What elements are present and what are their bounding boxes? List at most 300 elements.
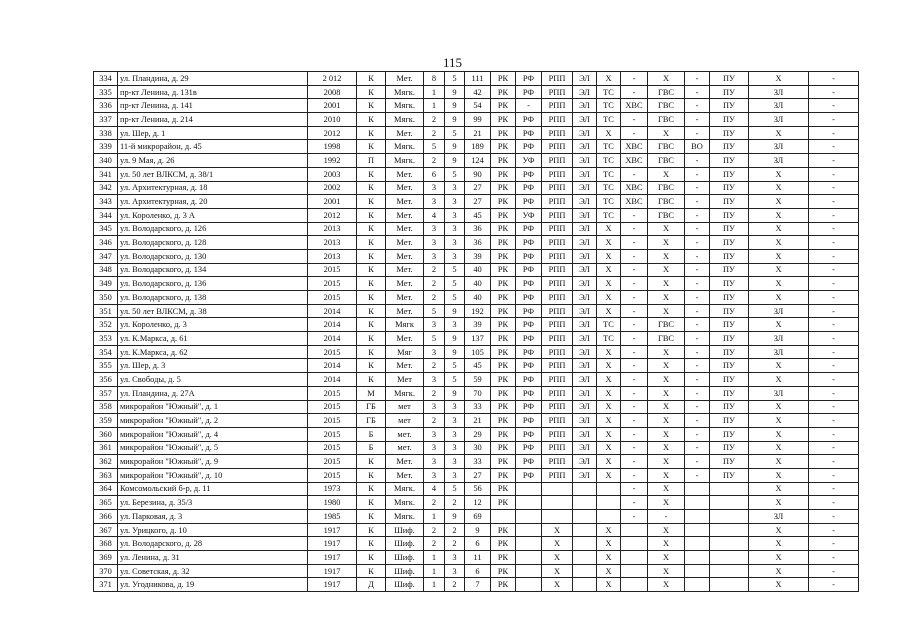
table-cell: 3 (445, 208, 465, 222)
table-cell: - (685, 113, 710, 127)
table-cell: Х (749, 523, 809, 537)
table-cell: мет. (386, 441, 424, 455)
table-cell: РК (491, 373, 516, 387)
table-cell: К (357, 510, 386, 524)
table-cell: Х (648, 551, 685, 565)
table-cell: мет. (386, 427, 424, 441)
table-cell (516, 496, 542, 510)
table-cell: 2003 (308, 167, 357, 181)
table-row (94, 140, 859, 154)
table-cell: Х (749, 441, 809, 455)
address-cell: ул. Короленко, д. 3 (118, 318, 308, 332)
table-cell: 40 (465, 263, 491, 277)
table-cell: Х (597, 400, 621, 414)
table-cell: УФ (516, 208, 542, 222)
table-cell: - (809, 427, 859, 441)
table-cell: 69 (465, 510, 491, 524)
table-cell: ТС (597, 154, 621, 168)
table-cell: 5 (445, 373, 465, 387)
row-number-cell: 352 (94, 318, 118, 332)
table-cell: РК (491, 345, 516, 359)
table-cell: - (685, 126, 710, 140)
table-cell: ЗЛ (749, 154, 809, 168)
table-cell (597, 510, 621, 524)
table-cell (685, 510, 710, 524)
table-cell: Х (648, 304, 685, 318)
table-cell: 27 (465, 181, 491, 195)
table-cell: ГВС (648, 181, 685, 195)
table-cell: К (357, 496, 386, 510)
address-cell: микрорайон "Южный", д. 2 (118, 414, 308, 428)
table-cell: Х (749, 427, 809, 441)
table-cell: РПП (542, 208, 573, 222)
table-cell: ЗЛ (749, 113, 809, 127)
table-cell: РПП (542, 113, 573, 127)
row-number-cell: 363 (94, 468, 118, 482)
table-cell: РПП (542, 441, 573, 455)
table-cell: К (357, 332, 386, 346)
table-cell: 39 (465, 318, 491, 332)
table-cell: ГВС (648, 208, 685, 222)
table-cell: 1917 (308, 523, 357, 537)
table-cell: ЗЛ (749, 510, 809, 524)
table-cell: - (809, 482, 859, 496)
table-cell: РФ (516, 126, 542, 140)
table-row (94, 304, 859, 318)
table-cell: 2012 (308, 208, 357, 222)
table-cell (685, 578, 710, 592)
table-row (94, 373, 859, 387)
table-row (94, 99, 859, 113)
table-cell: К (357, 291, 386, 305)
table-cell: Х (597, 277, 621, 291)
table-cell: РПП (542, 126, 573, 140)
table-cell: 3 (445, 400, 465, 414)
table-cell: РФ (516, 427, 542, 441)
table-row (94, 72, 859, 86)
table-cell: ГВС (648, 332, 685, 346)
table-cell: 2 (445, 496, 465, 510)
table-cell: Х (597, 222, 621, 236)
table-cell: - (809, 564, 859, 578)
table-row (94, 167, 859, 181)
address-cell: ул. К.Маркса, д. 62 (118, 345, 308, 359)
table-cell: - (621, 85, 648, 99)
table-cell: 5 (445, 482, 465, 496)
table-cell: Х (597, 455, 621, 469)
table-cell: РПП (542, 427, 573, 441)
table-cell: РФ (516, 263, 542, 277)
table-cell: - (809, 400, 859, 414)
table-cell: 36 (465, 222, 491, 236)
table-cell: 124 (465, 154, 491, 168)
table-cell: - (648, 510, 685, 524)
table-cell: ХВС (621, 195, 648, 209)
table-cell: ХВС (621, 140, 648, 154)
table-cell: - (685, 345, 710, 359)
table-cell (597, 482, 621, 496)
table-cell: - (621, 318, 648, 332)
address-cell: ул. Володарского, д. 138 (118, 291, 308, 305)
table-cell: Х (749, 249, 809, 263)
table-cell: Мет. (386, 236, 424, 250)
table-cell: ЭЛ (573, 468, 597, 482)
table-cell: Х (597, 523, 621, 537)
table-cell: РК (491, 332, 516, 346)
address-cell: микрорайон "Южный", д. 9 (118, 455, 308, 469)
table-cell: - (685, 236, 710, 250)
table-cell: 1 (424, 578, 445, 592)
table-row (94, 564, 859, 578)
table-cell: ГВС (648, 195, 685, 209)
table-cell: 2001 (308, 195, 357, 209)
table-cell: Х (597, 126, 621, 140)
table-cell: Х (749, 414, 809, 428)
table-cell: РК (491, 236, 516, 250)
table-cell: - (809, 126, 859, 140)
table-cell: ЭЛ (573, 222, 597, 236)
table-cell: Х (648, 427, 685, 441)
table-cell: ХВС (621, 99, 648, 113)
row-number-cell: 357 (94, 386, 118, 400)
table-cell: - (685, 427, 710, 441)
table-cell: ТС (597, 181, 621, 195)
table-cell: - (685, 99, 710, 113)
table-row (94, 578, 859, 592)
table-cell: РФ (516, 113, 542, 127)
table-cell: Х (597, 537, 621, 551)
table-cell: РФ (516, 455, 542, 469)
table-cell: ЭЛ (573, 167, 597, 181)
table-cell: Х (749, 564, 809, 578)
table-cell: РФ (516, 345, 542, 359)
table-cell: Мет. (386, 195, 424, 209)
row-number-cell: 364 (94, 482, 118, 496)
table-cell: РФ (516, 414, 542, 428)
table-cell: - (809, 249, 859, 263)
table-cell: - (685, 332, 710, 346)
table-cell: РК (491, 181, 516, 195)
table-cell: ЭЛ (573, 455, 597, 469)
housing-register-table (93, 71, 859, 592)
table-cell: 3 (424, 195, 445, 209)
table-cell: 1985 (308, 510, 357, 524)
table-cell: - (685, 154, 710, 168)
table-cell: - (809, 441, 859, 455)
table-cell: Мет. (386, 291, 424, 305)
table-cell: Х (597, 345, 621, 359)
table-cell (621, 578, 648, 592)
table-cell: мет (386, 414, 424, 428)
address-cell: микрорайон "Южный", д. 10 (118, 468, 308, 482)
table-cell: РК (491, 222, 516, 236)
table-cell: Х (542, 537, 573, 551)
table-cell (573, 578, 597, 592)
table-cell: 2015 (308, 468, 357, 482)
table-cell: ПУ (710, 468, 749, 482)
table-cell: К (357, 113, 386, 127)
table-cell: 9 (445, 154, 465, 168)
table-cell: 36 (465, 236, 491, 250)
table-cell: - (809, 208, 859, 222)
table-cell: РПП (542, 468, 573, 482)
table-cell: 2013 (308, 249, 357, 263)
row-number-cell: 348 (94, 263, 118, 277)
table-cell: Х (597, 386, 621, 400)
table-cell: 2 (424, 126, 445, 140)
row-number-cell: 341 (94, 167, 118, 181)
table-row (94, 263, 859, 277)
table-cell: РК (491, 482, 516, 496)
table-cell: ЭЛ (573, 181, 597, 195)
table-cell (542, 510, 573, 524)
table-cell: 1917 (308, 564, 357, 578)
table-cell: - (685, 208, 710, 222)
table-cell: 3 (424, 427, 445, 441)
table-cell: Х (648, 291, 685, 305)
table-cell: 9 (445, 332, 465, 346)
table-cell: РПП (542, 222, 573, 236)
table-cell: 1980 (308, 496, 357, 510)
row-number-cell: 346 (94, 236, 118, 250)
table-cell: Мет. (386, 167, 424, 181)
table-cell: - (809, 304, 859, 318)
table-cell: Х (648, 414, 685, 428)
row-number-cell: 347 (94, 249, 118, 263)
address-cell: ул. Володарского, д. 128 (118, 236, 308, 250)
table-cell: - (621, 510, 648, 524)
table-cell: - (621, 167, 648, 181)
table-row (94, 359, 859, 373)
table-cell: - (621, 427, 648, 441)
row-number-cell: 361 (94, 441, 118, 455)
table-row (94, 181, 859, 195)
table-cell: ПУ (710, 263, 749, 277)
table-cell: Х (648, 72, 685, 86)
row-number-cell: 371 (94, 578, 118, 592)
table-cell: Мягк. (386, 154, 424, 168)
table-cell: К (357, 523, 386, 537)
table-cell (621, 564, 648, 578)
table-cell: ПУ (710, 277, 749, 291)
table-cell: ЭЛ (573, 236, 597, 250)
table-cell: РПП (542, 291, 573, 305)
table-cell (516, 537, 542, 551)
table-cell: ПУ (710, 345, 749, 359)
table-cell: 5 (424, 332, 445, 346)
table-cell: ЭЛ (573, 318, 597, 332)
table-cell: Х (749, 126, 809, 140)
table-cell: 2014 (308, 332, 357, 346)
table-cell: - (621, 482, 648, 496)
table-cell: 9 (445, 345, 465, 359)
table-cell: 1 (424, 85, 445, 99)
table-cell: Мягк. (386, 386, 424, 400)
table-cell: РК (491, 578, 516, 592)
address-cell: ул. Урицкого, д. 10 (118, 523, 308, 537)
table-cell: - (685, 359, 710, 373)
table-cell: Мет. (386, 304, 424, 318)
table-cell: Х (648, 400, 685, 414)
table-cell: - (809, 195, 859, 209)
table-cell: - (685, 291, 710, 305)
table-cell: Х (597, 551, 621, 565)
table-cell: 2013 (308, 222, 357, 236)
table-cell: - (809, 551, 859, 565)
table-cell: Х (648, 537, 685, 551)
table-cell: 3 (424, 318, 445, 332)
table-cell: Мягк. (386, 113, 424, 127)
table-cell: Х (648, 345, 685, 359)
table-cell: 54 (465, 99, 491, 113)
table-cell: Х (749, 551, 809, 565)
table-cell: ЭЛ (573, 359, 597, 373)
table-cell: Х (648, 263, 685, 277)
table-cell: Мягк. (386, 496, 424, 510)
row-number-cell: 345 (94, 222, 118, 236)
table-cell: 39 (465, 249, 491, 263)
table-cell: РПП (542, 154, 573, 168)
table-row (94, 537, 859, 551)
row-number-cell: 336 (94, 99, 118, 113)
table-cell: РФ (516, 318, 542, 332)
table-cell (685, 482, 710, 496)
table-cell: ГВС (648, 113, 685, 127)
table-cell: РПП (542, 263, 573, 277)
table-cell: 3 (424, 468, 445, 482)
table-cell: ЭЛ (573, 441, 597, 455)
table-cell: - (516, 99, 542, 113)
row-number-cell: 340 (94, 154, 118, 168)
table-cell: ПУ (710, 113, 749, 127)
table-row (94, 126, 859, 140)
table-cell (710, 496, 749, 510)
table-cell: - (621, 332, 648, 346)
table-cell: 9 (445, 304, 465, 318)
table-cell (710, 551, 749, 565)
address-cell: ул. Володарского, д. 28 (118, 537, 308, 551)
table-cell (597, 496, 621, 510)
row-number-cell: 370 (94, 564, 118, 578)
table-cell: К (357, 373, 386, 387)
table-cell: ТС (597, 167, 621, 181)
table-cell: РПП (542, 72, 573, 86)
table-cell: 2 (424, 113, 445, 127)
table-cell: ХВС (621, 181, 648, 195)
table-cell: ПУ (710, 455, 749, 469)
table-cell (573, 537, 597, 551)
table-cell: К (357, 564, 386, 578)
table-cell: Мет. (386, 126, 424, 140)
table-cell: Х (597, 414, 621, 428)
table-cell: РФ (516, 386, 542, 400)
table-cell: РФ (516, 400, 542, 414)
table-cell: - (621, 208, 648, 222)
table-cell: - (621, 386, 648, 400)
table-cell: Х (749, 455, 809, 469)
table-cell: - (621, 236, 648, 250)
table-cell: - (809, 291, 859, 305)
table-cell: Х (648, 455, 685, 469)
table-cell: 192 (465, 304, 491, 318)
table-cell: РФ (516, 167, 542, 181)
table-cell: Х (749, 277, 809, 291)
table-row (94, 455, 859, 469)
table-cell: РК (491, 400, 516, 414)
table-cell: Х (749, 468, 809, 482)
row-number-cell: 351 (94, 304, 118, 318)
table-cell: - (809, 510, 859, 524)
table-cell: 2 (424, 154, 445, 168)
table-cell (621, 523, 648, 537)
table-cell: 1973 (308, 482, 357, 496)
table-cell: ЭЛ (573, 72, 597, 86)
table-cell: 45 (465, 359, 491, 373)
table-cell: РК (491, 85, 516, 99)
table-row (94, 154, 859, 168)
table-cell: 3 (445, 427, 465, 441)
table-cell: К (357, 85, 386, 99)
table-cell (685, 564, 710, 578)
table-cell (710, 564, 749, 578)
table-row (94, 318, 859, 332)
table-cell: 3 (424, 441, 445, 455)
table-cell: РФ (516, 441, 542, 455)
table-cell: РФ (516, 332, 542, 346)
table-cell: - (809, 154, 859, 168)
table-cell: 3 (424, 345, 445, 359)
table-cell: РК (491, 126, 516, 140)
address-cell: пр-кт Ленина, д. 214 (118, 113, 308, 127)
table-cell: - (809, 236, 859, 250)
table-cell: ЗЛ (749, 345, 809, 359)
table-cell: РФ (516, 359, 542, 373)
table-cell: 2001 (308, 99, 357, 113)
table-cell: К (357, 263, 386, 277)
address-cell: ул. Пландина, д. 27А (118, 386, 308, 400)
address-cell: ул. 50 лет ВЛКСМ, д. 38 (118, 304, 308, 318)
table-cell: ПУ (710, 99, 749, 113)
table-cell (542, 496, 573, 510)
table-cell: ПУ (710, 222, 749, 236)
table-cell: РФ (516, 181, 542, 195)
table-cell: Х (749, 373, 809, 387)
table-cell: - (809, 537, 859, 551)
page-number: 115 (442, 55, 463, 70)
row-number-cell: 356 (94, 373, 118, 387)
table-cell: - (621, 359, 648, 373)
table-cell (573, 523, 597, 537)
table-cell: ПУ (710, 126, 749, 140)
table-cell: 2014 (308, 359, 357, 373)
table-cell: К (357, 277, 386, 291)
table-cell: РК (491, 195, 516, 209)
address-cell: ул. Володарского, д. 126 (118, 222, 308, 236)
table-cell: 1917 (308, 578, 357, 592)
table-cell: 6 (465, 564, 491, 578)
table-cell: - (809, 578, 859, 592)
table-cell: К (357, 537, 386, 551)
table-row (94, 195, 859, 209)
table-cell: 9 (445, 99, 465, 113)
table-cell: 137 (465, 332, 491, 346)
table-cell: ЭЛ (573, 195, 597, 209)
table-cell: 5 (445, 72, 465, 86)
table-cell: ЭЛ (573, 263, 597, 277)
table-cell: К (357, 455, 386, 469)
table-cell: Х (597, 441, 621, 455)
table-cell: 1 (424, 551, 445, 565)
